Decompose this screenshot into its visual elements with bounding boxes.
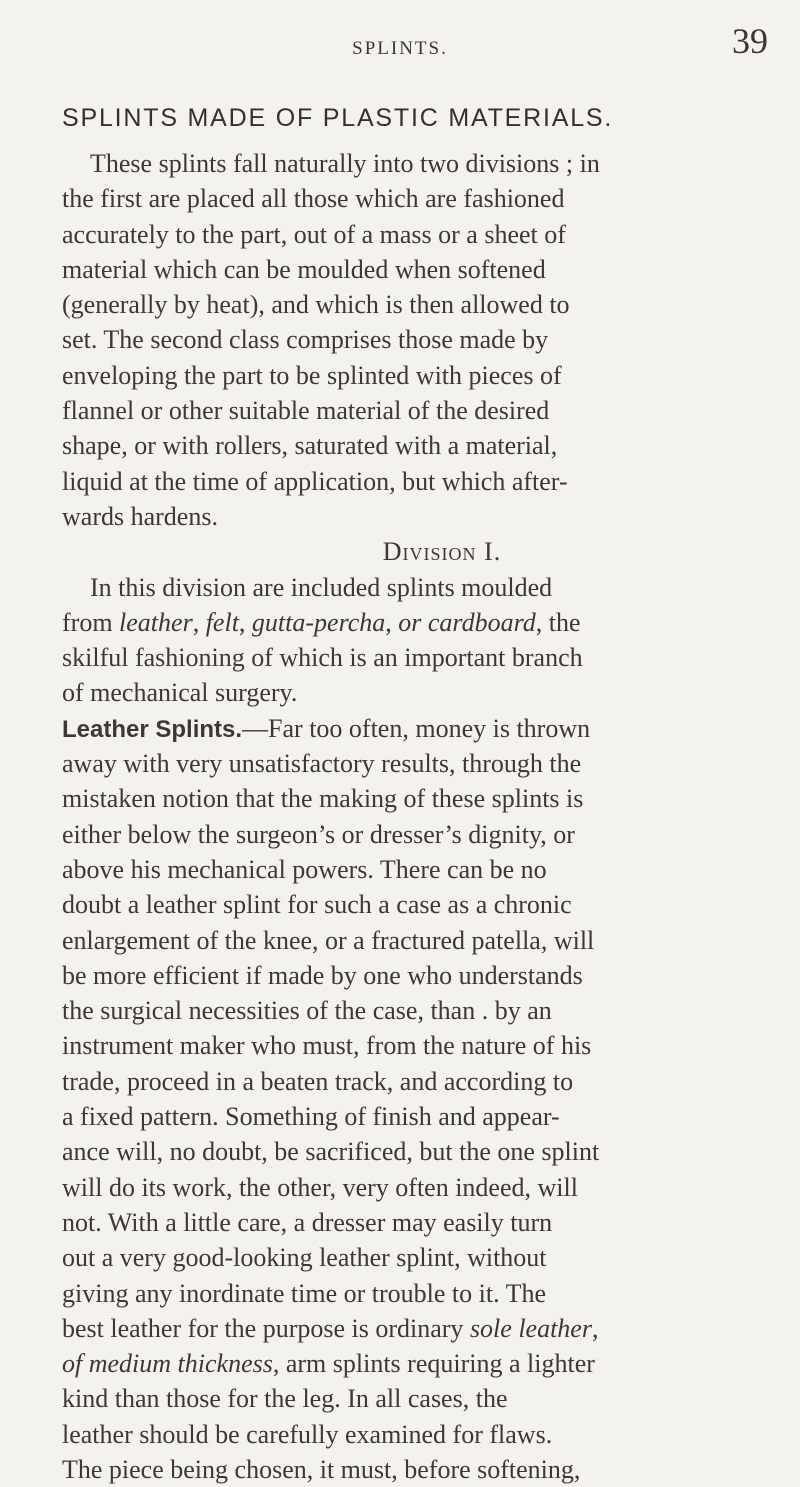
text-line: not. With a little care, a dresser may easily turn	[62, 1207, 553, 1237]
text-run: ,	[192, 607, 206, 637]
text-line: enveloping the part to be splinted with pieces of	[62, 360, 562, 390]
italic-term: leather	[119, 607, 193, 637]
text-run: —Far too often, money is thrown	[242, 713, 591, 743]
text-run: , arm splints requiring a lighter	[272, 1349, 595, 1379]
text-line: skilful fashioning of which is an important branch	[62, 643, 583, 673]
text-line: kind than those for the leg. In all cases, the	[62, 1384, 508, 1414]
text-line: doubt a leather splint for such a case as a chronic	[62, 890, 572, 920]
text-line	[62, 605, 782, 640]
italic-term: felt	[205, 607, 239, 637]
italic-term: sole leather	[469, 1313, 592, 1343]
text-line	[62, 1311, 782, 1346]
text-line: flannel or other suitable material of the desired	[62, 396, 550, 426]
text-line: material which can be moulded when softened	[62, 254, 546, 284]
text-line: either below the surgeon’s or dresser’s dignity, or	[62, 819, 575, 849]
text-line: of mechanical surgery.	[62, 678, 298, 708]
text-line: leather should be carefully examined for flaws.	[62, 1419, 553, 1449]
text-line: shape, or with rollers, saturated with a material,	[62, 431, 558, 461]
text-line: be more efficient if made by one who understands	[62, 960, 583, 990]
text-line: enlargement of the knee, or a fractured patella, will	[62, 925, 595, 955]
text-run: best leather for the purpose is ordinary	[62, 1313, 470, 1343]
running-head	[0, 0, 800, 60]
text-line: the first are placed all those which are fashioned	[62, 184, 565, 214]
text-line: mistaken notion that the making of these splints is	[62, 784, 584, 814]
division-heading: Division I.	[382, 537, 502, 567]
text-run: , the	[535, 607, 581, 637]
text-line: out a very good-looking leather splint, without	[62, 1243, 547, 1273]
section-heading: SPLINTS MADE OF PLASTIC MATERIALS.	[62, 104, 614, 132]
text-run: ,	[591, 1313, 599, 1343]
running-title: SPLINTS.	[352, 38, 448, 59]
text-line: giving any inordinate time or trouble to it. The	[62, 1278, 547, 1308]
text-line: above his mechanical powers. There can be no	[62, 854, 547, 884]
text-line: (generally by heat), and which is then allowed to	[62, 290, 570, 320]
page-number: 39	[732, 21, 768, 61]
text-line: the surgical necessities of the case, than . by an	[62, 996, 552, 1026]
italic-term: or cardboard	[398, 607, 536, 637]
text-run: from	[62, 607, 120, 637]
text-line	[62, 711, 782, 746]
run-in-heading: Leather Splints.	[62, 715, 243, 743]
text-line: trade, proceed in a beaten track, and according to	[62, 1066, 574, 1096]
text-line: set. The second class comprises those made by	[62, 325, 549, 355]
text-line: wards hardens.	[62, 501, 218, 531]
italic-term: gutta-percha	[251, 607, 386, 637]
text-line: away with very unsatisfactory results, through the	[62, 749, 582, 779]
text-run: ,	[385, 607, 399, 637]
text-line: In this division are included splints moulded	[90, 572, 553, 602]
text-line: ance will, no doubt, be sacrificed, but the one splint	[62, 1137, 600, 1167]
body-text	[62, 146, 782, 1487]
text-line: These splints fall naturally into two divisions ; in	[90, 149, 600, 178]
text-line: a fixed pattern. Something of finish and appear-	[62, 1102, 560, 1132]
text-line: accurately to the part, out of a mass or a sheet of	[62, 219, 566, 249]
text-run: ,	[238, 607, 252, 637]
text-line: liquid at the time of application, but which after-	[62, 466, 568, 496]
text-line: will do its work, the other, very often indeed, will	[62, 1172, 578, 1202]
text-line: The piece being chosen, it must, before softening,	[62, 1454, 581, 1484]
italic-term: of medium thickness	[62, 1349, 273, 1379]
text-line: instrument maker who must, from the nature of his	[62, 1031, 592, 1061]
text-line	[62, 1346, 782, 1381]
